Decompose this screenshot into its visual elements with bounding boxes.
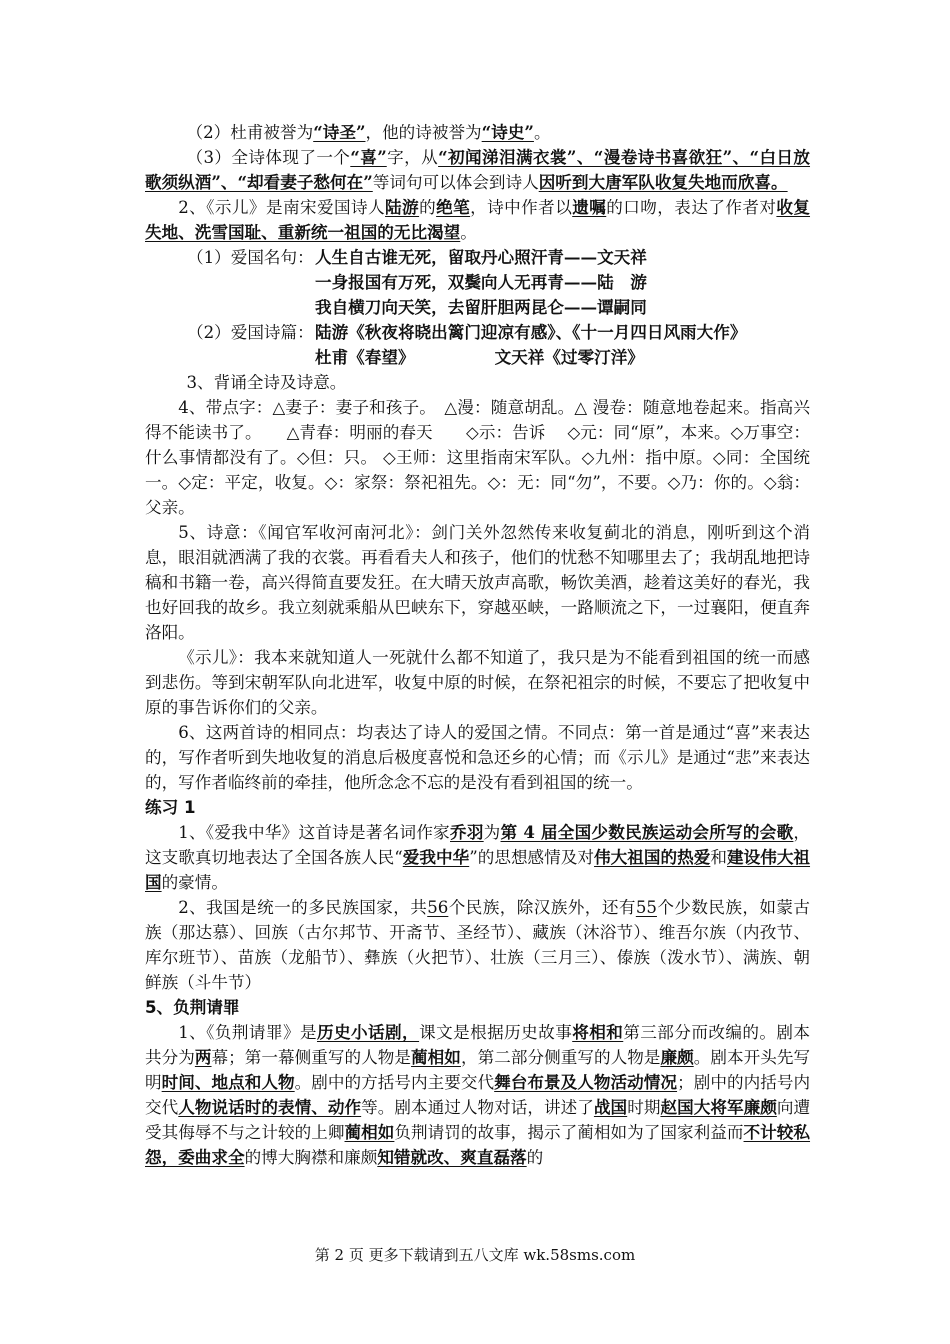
patriotic-quotes-row-2	[145, 270, 810, 295]
poem-line: 陆游《秋夜将晓出篱门迎凉有感》、《十一月四日风雨大作》	[315, 322, 747, 342]
key-term: 伟大祖国的热爱	[594, 847, 711, 867]
poem-line	[315, 345, 644, 370]
quotes-label: （1）爱国名句：	[187, 248, 314, 267]
patriotic-poems-row-2	[145, 345, 810, 370]
key-term: 爱我中华	[402, 847, 470, 867]
text: 。剧中的方括号内主要交代	[294, 1073, 495, 1092]
poem-title: 文天祥《过零汀洋》	[494, 347, 644, 367]
text: 幕；第一幕侧重写的人物是	[211, 1048, 412, 1067]
key-term: 舞台布景及人物活动情况	[494, 1072, 678, 1092]
key-term: 战国	[593, 1097, 628, 1117]
text: 的	[526, 1148, 544, 1167]
key-term: 时间、地点和人物	[161, 1072, 295, 1092]
text: 时期	[627, 1098, 661, 1117]
key-term: 知错就改、爽直磊落	[377, 1147, 527, 1167]
key-number: 56	[427, 898, 449, 917]
paragraph-shier-intro	[145, 195, 810, 245]
key-term: 蔺相如	[411, 1047, 461, 1067]
key-term: 赵国大将军廉颇	[660, 1097, 777, 1117]
text: 1、《负荆请罪》是	[178, 1023, 317, 1042]
text: 个少数民族，如蒙古族（那达慕）、回族（古尔邦节、开斋节、圣经节）、藏族（沐浴节）、维吾尔族（内孜节、库尔班节）、苗族（龙船节）、彝族（火把节）、壮族（三月三）、傣族（泼水节）、满族、朝鲜族（斗牛节）	[145, 898, 810, 992]
paragraph-dufu-titles	[145, 120, 810, 145]
paragraph-recite: 3、背诵全诗及诗意。	[186, 373, 347, 392]
paragraph-shier-meaning: 《示儿》：我本来就知道人一死就什么都不知道了，我只是为不能看到祖国的统一而感到悲伤。等到宋朝军队向北进军，收复中原的时候，在祭祀祖宗的时候，不要忘了把收复中原的事告诉你们的父亲。	[145, 648, 810, 717]
quote-line: 一身报国有万死，双鬓向人无再青——陆 游	[315, 272, 647, 292]
text: （3）全诗体现了一个	[186, 148, 351, 167]
text: 负荆请罚的故事，揭示了蔺相如为了国家利益而	[394, 1123, 744, 1142]
text: 。	[460, 223, 477, 242]
key-term: 廉颇	[660, 1047, 694, 1067]
text: 等词句可以体会到诗人	[372, 173, 539, 192]
text: ，这支歌真切地表达了全国各族人民“	[145, 823, 811, 867]
text: 。	[533, 123, 551, 142]
key-term: 因听到大唐军队收复失地而欣喜。	[538, 172, 788, 192]
section-heading-fujing: 5、负荆请罪	[145, 998, 240, 1017]
key-term: 历史小话剧，	[316, 1022, 420, 1042]
quote-line: 我自横刀向天笑，去留肝胆两昆仑——谭嗣同	[315, 297, 647, 317]
key-term: “诗圣”	[313, 122, 366, 142]
text: 个民族，除汉族外，还有	[448, 898, 636, 917]
text: 第三部分而改编的。剧本共分为	[145, 1023, 811, 1067]
text: ，第二部分侧重写的人物是	[460, 1048, 661, 1067]
document-page	[145, 120, 810, 1170]
text: 字，从	[386, 148, 439, 167]
text: ；剧中的内括号内交代	[145, 1073, 811, 1117]
text: 为	[483, 823, 501, 842]
patriotic-quotes-row-3	[145, 295, 810, 320]
page-footer: 第 2 页 更多下载请到五八文库 wk.58sms.com	[314, 1246, 636, 1264]
text: 的豪情。	[161, 873, 228, 892]
key-term: 建设伟大祖国	[145, 847, 811, 892]
paragraph-dotted-words: 4、带点字：△妻子：妻子和孩子。 △漫：随意胡乱。△ 漫卷：随意地卷起来。指高兴得不能读书了。 △青春：明丽的春天 ◇示：告诉 ◇元：同“原”，本来。◇万事空：什么事情都没有了。◇但：只。 ◇王师：这里指南宋军队。◇九州：指中原。◇同：全国统一。◇定：平定，收复。◇：家祭：祭祀祖先。◇：无：同“勿”，不要。◇乃：你的。◇翁：父亲。	[145, 398, 810, 517]
key-term: 绝笔	[436, 197, 471, 217]
paragraph-comparison: 6、这两首诗的相同点：均表达了诗人的爱国之情。不同点：第一首是通过“喜”来表达的，写作者听到失地收复的消息后极度喜悦和急还乡的心情；而《示儿》是通过“悲”来表达的，写作者临终前的牵挂，他所念念不忘的是没有看到祖国的统一。	[145, 723, 810, 792]
key-term: 陆游	[385, 197, 420, 217]
text: ，诗中作者以	[470, 198, 573, 217]
text: 1、《爱我中华》这首诗是著名词作家	[178, 823, 450, 842]
text: （2）杜甫被誉为	[186, 123, 314, 142]
text: ”的思想感情及对	[469, 848, 595, 867]
text: 向遭受其侮辱不与之计较的上卿	[145, 1098, 811, 1142]
section-heading-exercise-1: 练习 1	[145, 798, 196, 817]
key-term: 第 4 届全国少数民族运动会所写的会歌	[500, 822, 794, 842]
text: 2、我国是统一的多民族国家，共	[178, 898, 428, 917]
text: 的	[419, 198, 437, 217]
paragraph-xi-theme	[145, 145, 810, 195]
poem-title: 杜甫《春望》	[315, 347, 415, 367]
patriotic-quotes-row-1	[145, 245, 810, 270]
key-term: 人物说话时的表情、动作	[178, 1097, 362, 1117]
key-number: 55	[635, 898, 657, 917]
text: 的博大胸襟和廉颇	[244, 1148, 378, 1167]
text: ，他的诗被誉为	[365, 123, 482, 142]
paragraph-fujing-qingzui	[145, 1020, 810, 1170]
text: 的口吻，表达了作者对	[606, 198, 777, 217]
text: 课文是根据历史故事	[419, 1023, 573, 1042]
key-term: 将相和	[572, 1022, 624, 1042]
key-term: 遗嘱	[572, 197, 607, 217]
quote-line: 人生自古谁无死，留取丹心照汗青——文天祥	[315, 247, 647, 267]
patriotic-poems-row-1	[145, 320, 810, 345]
text: 。剧本开头先写明	[145, 1048, 811, 1092]
text: 等。剧本通过人物对话，讲述了	[361, 1098, 594, 1117]
paragraph-ethnic-groups	[145, 895, 810, 995]
key-term: 蔺相如	[344, 1122, 395, 1142]
text: 2、《示儿》是南宋爱国诗人	[178, 198, 386, 217]
key-term: “初闻涕泪满衣裳”、“漫卷诗书喜欲狂”、“白日放歌须纵酒”、“却看妻子愁何在”	[145, 147, 811, 192]
paragraph-love-china	[145, 820, 810, 895]
key-term: 收复失地、洗雪国耻、重新统一祖国的无比渴望	[145, 197, 811, 242]
key-term: 两	[194, 1047, 212, 1067]
text: 和	[710, 848, 727, 867]
key-term: 乔羽	[450, 822, 484, 842]
key-term: “喜”	[350, 147, 387, 167]
poems-label: （2）爱国诗篇：	[187, 323, 314, 342]
key-term: “诗史”	[481, 122, 534, 142]
key-term: 不计较私怨，委曲求全	[145, 1122, 811, 1167]
paragraph-poem-meaning: 5、诗意：《闻官军收河南河北》：剑门关外忽然传来收复蓟北的消息，刚听到这个消息，眼泪就洒满了我的衣裳。再看看夫人和孩子，他们的忧愁不知哪里去了；我胡乱地把诗稿和书籍一卷，高兴得简直要发狂。在大晴天放声高歌，畅饮美酒，趁着这美好的春光，我也好回我的故乡。我立刻就乘船从巴峡东下，穿越巫峡，一路顺流之下，一过襄阳，便直奔洛阳。	[145, 523, 810, 642]
